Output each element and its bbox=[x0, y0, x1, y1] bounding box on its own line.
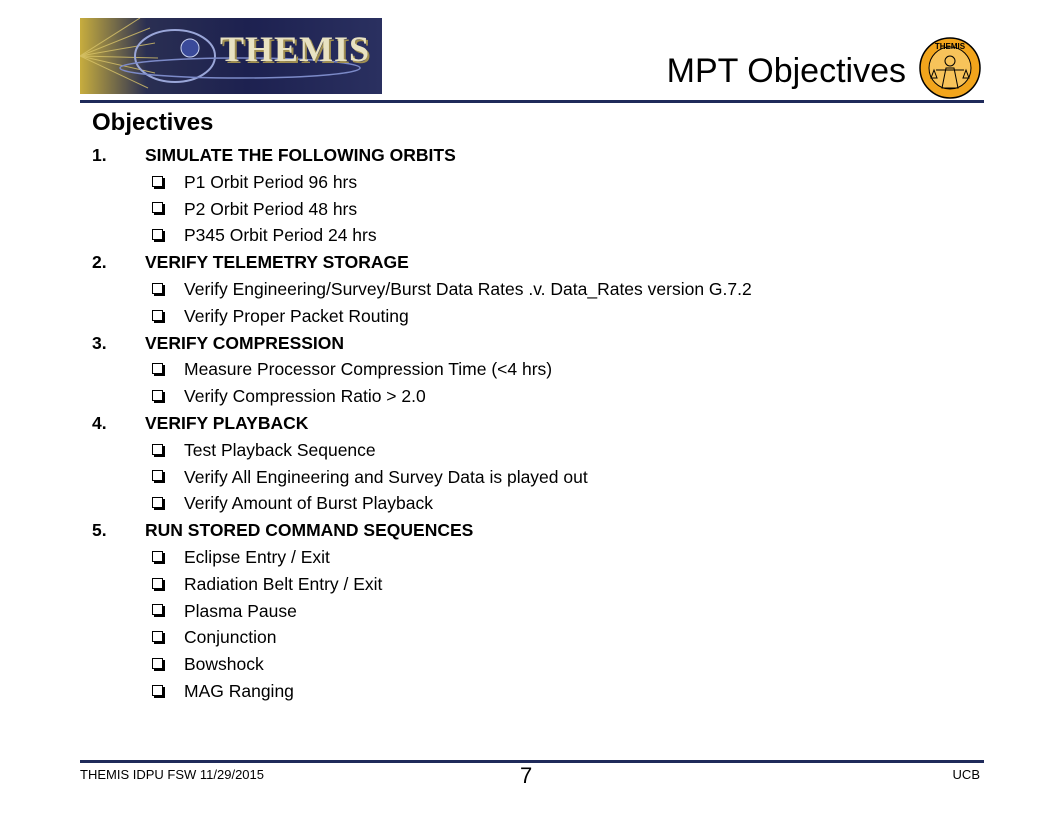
themis-seal-icon bbox=[918, 36, 982, 100]
list-item: Verify Proper Packet Routing bbox=[92, 303, 972, 330]
checkbox-bullet-icon bbox=[152, 363, 163, 374]
checkbox-bullet-icon bbox=[152, 390, 163, 401]
checkbox-bullet-icon bbox=[152, 444, 163, 455]
checkbox-bullet-icon bbox=[152, 685, 163, 696]
list-item: Bowshock bbox=[92, 651, 972, 678]
list-item: P345 Orbit Period 24 hrs bbox=[92, 222, 972, 249]
list-item: Radiation Belt Entry / Exit bbox=[92, 571, 972, 598]
seal-text: THEMIS bbox=[934, 42, 966, 51]
section-row: 2. VERIFY TELEMETRY STORAGE bbox=[92, 252, 409, 273]
header-divider bbox=[80, 100, 984, 103]
section-row: 5. RUN STORED COMMAND SEQUENCES bbox=[92, 520, 474, 541]
slide-title: MPT Objectives bbox=[666, 52, 906, 90]
list-item: P2 Orbit Period 48 hrs bbox=[92, 196, 972, 223]
checkbox-bullet-icon bbox=[152, 578, 163, 589]
checkbox-bullet-icon bbox=[152, 551, 163, 562]
section-row: 4. VERIFY PLAYBACK bbox=[92, 412, 309, 433]
section-heading: Objectives bbox=[92, 109, 214, 136]
themis-banner-logo bbox=[80, 18, 382, 94]
list-item: Plasma Pause bbox=[92, 598, 972, 625]
list-item: Verify Engineering/Survey/Burst Data Rates .v. Data_Rates version G.7.2 bbox=[92, 276, 972, 303]
list-item: Test Playback Sequence bbox=[92, 437, 972, 464]
list-item: Verify All Engineering and Survey Data is played out bbox=[92, 464, 972, 491]
checkbox-bullet-icon bbox=[152, 658, 163, 669]
list-item: Eclipse Entry / Exit bbox=[92, 544, 972, 571]
checkbox-bullet-icon bbox=[152, 470, 163, 481]
checkbox-bullet-icon bbox=[152, 283, 163, 294]
page-number: 7 bbox=[520, 763, 533, 788]
objectives-list bbox=[92, 142, 972, 705]
list-item: Measure Processor Compression Time (<4 hrs) bbox=[92, 356, 972, 383]
list-item: P1 Orbit Period 96 hrs bbox=[92, 169, 972, 196]
footer-left: THEMIS IDPU FSW 11/29/2015 bbox=[80, 767, 264, 782]
section-row: 1. SIMULATE THE FOLLOWING ORBITS bbox=[92, 145, 456, 165]
list-item: Conjunction bbox=[92, 624, 972, 651]
section-row: 3. VERIFY COMPRESSION bbox=[92, 332, 345, 353]
checkbox-bullet-icon bbox=[152, 176, 163, 187]
checkbox-bullet-icon bbox=[152, 310, 163, 321]
list-item: Verify Compression Ratio > 2.0 bbox=[92, 383, 972, 410]
checkbox-bullet-icon bbox=[152, 604, 163, 615]
checkbox-bullet-icon bbox=[152, 202, 163, 213]
footer-right: UCB bbox=[952, 767, 980, 782]
checkbox-bullet-icon bbox=[152, 497, 163, 508]
logo-wordmark: THEMIS bbox=[220, 29, 371, 69]
checkbox-bullet-icon bbox=[152, 631, 163, 642]
list-item: Verify Amount of Burst Playback bbox=[92, 490, 972, 517]
list-item: MAG Ranging bbox=[92, 678, 972, 705]
checkbox-bullet-icon bbox=[152, 229, 163, 240]
